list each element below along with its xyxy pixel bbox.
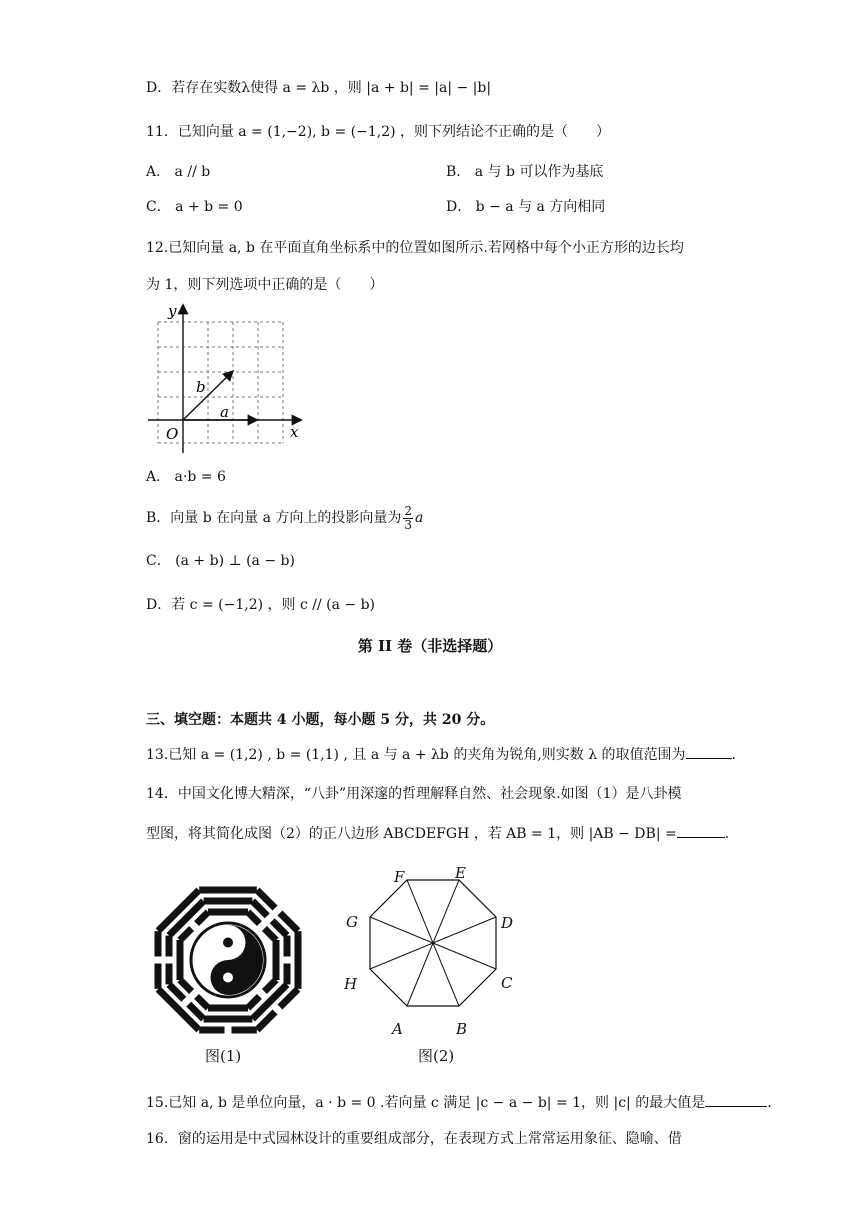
yin-yang-icon bbox=[191, 923, 265, 997]
vertex-label-f: F bbox=[394, 868, 405, 886]
answer-blank bbox=[705, 1092, 767, 1107]
vertex-label-c: C bbox=[501, 974, 513, 992]
q15-end: . bbox=[767, 1095, 772, 1111]
q12-grid-figure bbox=[140, 298, 310, 458]
vertex-label-e: E bbox=[455, 864, 466, 882]
section3-title: 三、填空题：本题共 4 小题，每小题 5 分，共 20 分。 bbox=[146, 712, 495, 728]
origin-label: O bbox=[166, 425, 179, 443]
q15 bbox=[146, 1092, 772, 1113]
x-axis-label: x bbox=[290, 423, 299, 441]
y-axis-label: y bbox=[168, 302, 177, 320]
q12-option-a: A． a·b = 6 bbox=[146, 469, 226, 485]
trigram bbox=[199, 1005, 257, 1034]
q11-option-d: D． b − a 与 a 方向相同 bbox=[446, 199, 606, 215]
vertex-label-g: G bbox=[346, 913, 358, 931]
q16-text: 16．窗的运用是中式园林设计的重要组成部分，在表现方式上常常运用象征、隐喻、借 bbox=[146, 1131, 682, 1147]
trigram bbox=[155, 931, 184, 989]
q14-line2 bbox=[146, 823, 729, 844]
vertex-label-h: H bbox=[344, 975, 358, 993]
trigram bbox=[273, 931, 302, 989]
q14-end: . bbox=[724, 826, 730, 842]
q11-option-c: C． a + b = 0 bbox=[146, 199, 243, 215]
q12-stem-line2: 为 1，则下列选项中正确的是（ ） bbox=[146, 277, 384, 293]
q13-end: . bbox=[731, 747, 736, 763]
q13-text: 13.已知 a = (1,2) , b = (1,1) , 且 a 与 a + λb 的夹角为锐角,则实数 λ 的取值范围为 bbox=[146, 747, 686, 763]
q12-stem-line1: 12.已知向量 a, b 在平面直角坐标系中的位置如图所示.若网格中每个小正方形的边长均 bbox=[146, 240, 684, 256]
q14-line2-text: 型图，将其简化成图（2）的正八边形 ABCDEFGH ，若 AB = 1，则 |AB − DB| = bbox=[146, 826, 677, 842]
bagua-figure bbox=[143, 875, 313, 1045]
octagon-figure bbox=[338, 864, 518, 1044]
q12-option-b-text: B．向量 b 在向量 a 方向上的投影向量为 bbox=[146, 510, 402, 526]
answer-blank bbox=[677, 823, 725, 838]
part2-title: 第 II 卷（非选择题） bbox=[357, 637, 503, 655]
q14-line1: 14．中国文化博大精深，“八卦”用深邃的哲理解释自然、社会现象.如图（1）是八卦模 bbox=[146, 786, 682, 802]
vector-a-label: a bbox=[220, 403, 229, 421]
q12-option-d: D．若 c = (−1,2) ，则 c // (a − b) bbox=[146, 597, 376, 613]
vertex-label-a: A bbox=[392, 1020, 403, 1038]
q11-option-a: A． a // b bbox=[146, 164, 211, 180]
q12-option-c: C． (a + b) ⊥ (a − b) bbox=[146, 553, 295, 569]
q15-text: 15.已知 a, b 是单位向量，a · b = 0 .若向量 c 满足 |c − a − b| = 1，则 |c| 的最大值是 bbox=[146, 1095, 706, 1111]
q12-option-b bbox=[146, 503, 423, 537]
fig2-caption: 图(2) bbox=[418, 1047, 455, 1065]
q11-option-b: B． a 与 b 可以作为基底 bbox=[446, 164, 604, 180]
fraction-denominator: 3 bbox=[404, 517, 413, 532]
answer-blank bbox=[686, 744, 732, 759]
q11-stem: 11．已知向量 a = (1,−2), b = (−1,2) ，则下列结论不正确的是（ ） bbox=[146, 124, 611, 140]
fraction-numerator: 2 bbox=[404, 503, 413, 518]
vertex-label-d: D bbox=[501, 914, 514, 932]
q13 bbox=[146, 744, 736, 765]
trigram bbox=[199, 887, 257, 916]
q12-option-b-suffix: a bbox=[415, 510, 424, 526]
fraction bbox=[403, 505, 413, 532]
q10-option-d: D．若存在实数λ使得 a = λb ，则 |a + b| = |a| − |b| bbox=[146, 80, 492, 96]
vertex-label-b: B bbox=[456, 1020, 468, 1038]
fig1-caption: 图(1) bbox=[205, 1047, 242, 1065]
vector-b-label: b bbox=[196, 378, 206, 396]
